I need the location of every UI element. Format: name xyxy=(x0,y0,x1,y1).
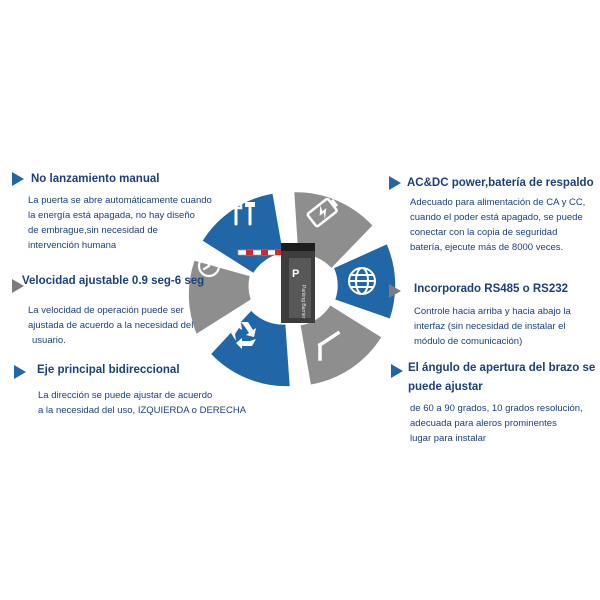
feature-title: Velocidad ajustable 0.9 seg-6 seg xyxy=(22,275,205,287)
feature-description: La velocidad de operación puede ser ajustada de acuerdo a la necesidad del usuario. xyxy=(28,305,194,346)
device-label: Parking Barrier xyxy=(300,285,306,319)
feature-description: La puerta se abre automáticamente cuando la energía está apagada, no hay diseño de embrague,sin necesidad de intervención humana xyxy=(28,195,212,251)
feature-title: No lanzamiento manual xyxy=(31,173,160,185)
feature-title: AC&DC power,batería de respaldo xyxy=(407,177,594,189)
feature-description: de 60 a 90 grados, 10 grados resolución, adecuada para aleros prominentes lugar para instalar xyxy=(410,403,583,444)
bullet-arrow-icon xyxy=(389,284,401,298)
svg-text:P: P xyxy=(292,268,300,280)
feature-title: El ángulo de apertura del brazo se xyxy=(408,362,596,374)
barrier-cabinet xyxy=(281,243,315,323)
feature-description: Adecuado para alimentación de CA y CC, cuando el poder está apagado, se puede conectar con la copia de seguridad batería, ejecute más de 8000 veces. xyxy=(410,197,586,253)
sector-recycle xyxy=(211,311,290,386)
feature-title: Incorporado RS485 o RS232 xyxy=(414,283,569,295)
feature-title: Eje principal bidireccional xyxy=(37,364,180,376)
feature-description: La dirección se puede ajustar de acuerdo a la necesidad del uso, IZQUIERDA o DERECHA xyxy=(38,390,247,416)
sector-tools xyxy=(203,194,283,273)
bullet-arrow-icon xyxy=(391,364,403,378)
feature-description: Controle hacia arriba y hacia abajo la interfaz (sin necesidad de instalar el módulo de comunicación) xyxy=(414,306,571,347)
barrier-arm xyxy=(238,250,283,255)
feature-title-continued: puede ajustar xyxy=(408,381,483,393)
bullet-arrow-icon xyxy=(389,176,401,190)
bullet-arrow-icon xyxy=(12,172,24,186)
bullet-arrow-icon xyxy=(14,365,26,379)
